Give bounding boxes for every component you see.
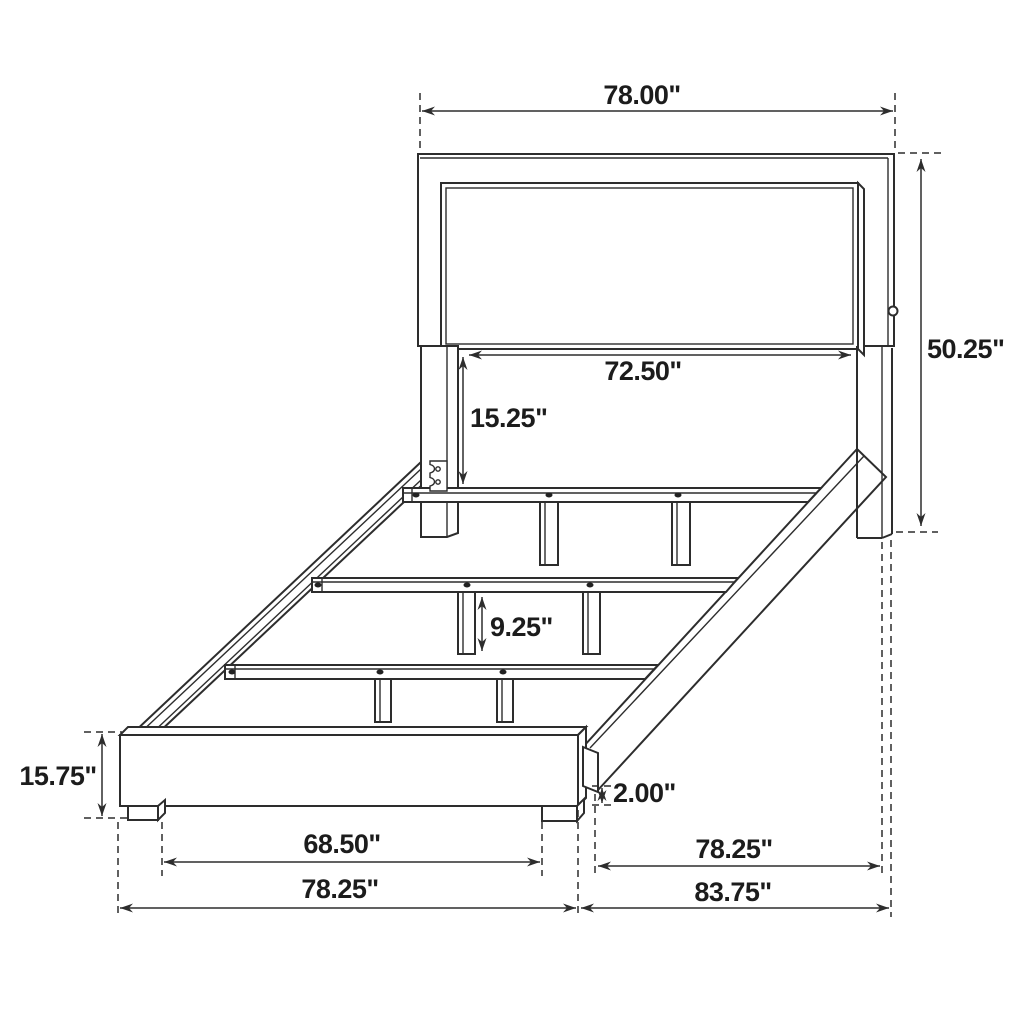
headboard-knob [889,307,898,316]
dim-headboard-height [896,153,1004,532]
dim-headboard-bottom-to-rail [463,357,547,484]
dim-label-headboard-bottom-to-rail: 15.25" [470,403,548,433]
dim-label-headboard-width: 78.00" [603,80,681,110]
headboard-panel [441,183,858,349]
dim-label-center-support-leg-height: 9.25" [490,612,553,642]
slat-rail-top [403,488,821,565]
dim-footboard-height [19,732,128,818]
dim-headboard-width [420,80,895,151]
dim-center-support-leg-height [482,597,553,651]
rail-hook-bracket-icon [430,461,447,491]
dim-label-footboard-width: 78.25" [301,874,379,904]
dim-label-side-rail-length: 78.25" [695,834,773,864]
footboard [120,727,586,821]
dim-label-headboard-panel-width: 72.50" [604,356,682,386]
headboard-right-leg [857,346,892,538]
dim-label-footboard-height: 15.75" [19,761,97,791]
dim-label-footboard-leg-span: 68.50" [303,829,381,859]
dim-headboard-panel-width [469,355,851,386]
dim-footboard-width [118,810,578,917]
headboard [418,154,898,355]
headboard-left-leg [421,346,458,537]
dim-label-rail-bottom-clearance: 2.00" [613,778,676,808]
slat-rail-bottom [225,665,658,722]
dim-label-headboard-height: 50.25" [927,334,1005,364]
dim-footboard-leg-span [162,822,542,876]
dim-label-overall-length: 83.75" [694,877,772,907]
